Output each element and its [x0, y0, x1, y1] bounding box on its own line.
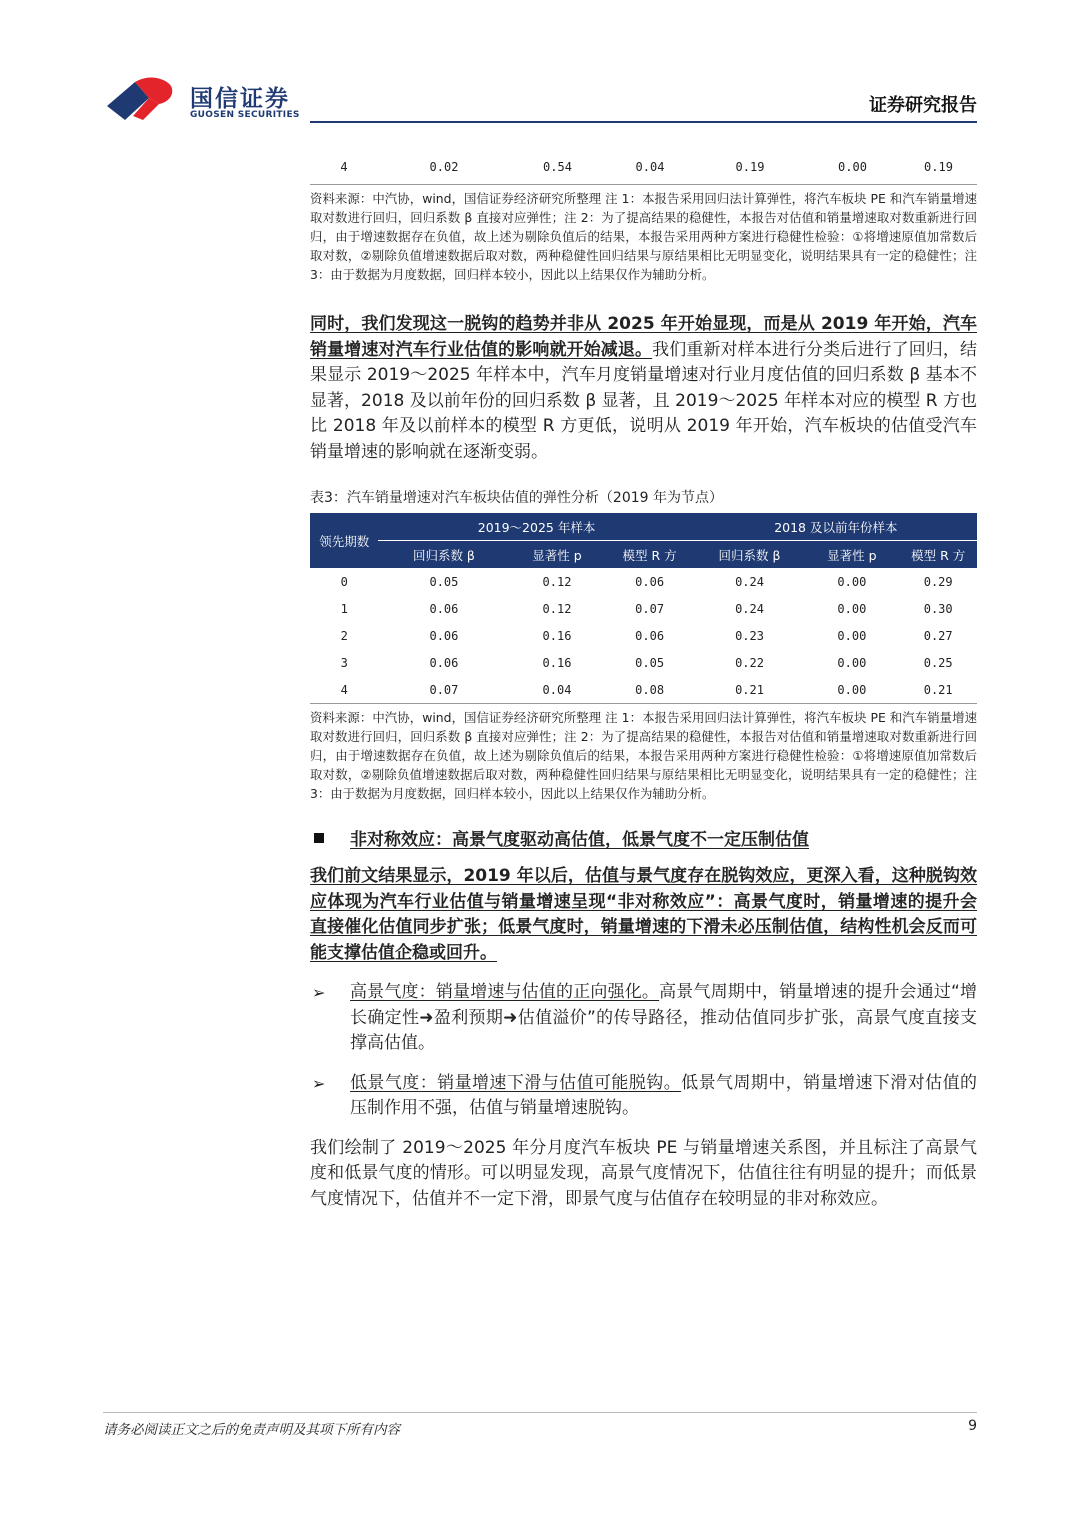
table-cell: 0.19 — [735, 160, 765, 174]
table-row — [310, 622, 977, 649]
square-bullet-icon — [314, 833, 324, 843]
table-cell: 0.05 — [635, 655, 665, 670]
table-header-row — [310, 513, 977, 541]
table-cell: 2 — [340, 628, 348, 643]
table-cell: 0.00 — [837, 574, 867, 589]
group-header-2018: 2018 及以前年份样本 — [695, 513, 977, 541]
table-cell: 0.06 — [429, 601, 459, 616]
table-cell: 0.12 — [542, 574, 572, 589]
table-cell: 0.08 — [635, 682, 665, 697]
emphasis-text: 同时，我们发现这一脱钩的趋势并非从 2025 年开始显现，而是从 2019 年开始，汽车销量增速对汽车行业估值的影响就开始减退。 — [310, 314, 977, 360]
table-cell: 0.25 — [923, 655, 953, 670]
table-row — [310, 676, 977, 703]
table-row — [310, 649, 977, 676]
page-number: 9 — [968, 1418, 977, 1434]
column-header: 显著性 p — [804, 541, 899, 569]
header-divider — [310, 121, 977, 123]
section-heading-text: 非对称效应：高景气度驱动高估值，低景气度不一定压制估值 — [350, 830, 809, 850]
table-cell: 0.30 — [923, 601, 953, 616]
table-cell: 0.16 — [542, 628, 572, 643]
table-cell: 0.54 — [543, 160, 572, 174]
page-content — [310, 150, 977, 1212]
table-cell: 0.04 — [635, 160, 665, 174]
emphasis-text: 低景气度：销量增速下滑与估值可能脱钩。 — [350, 1072, 682, 1093]
column-header: 回归系数 β — [695, 541, 805, 569]
table-cell: 3 — [340, 655, 348, 670]
body-paragraph: 我们绘制了 2019～2025 年分月度汽车板块 PE 与销量增速关系图，并且标注了高景气度和低景气度的情形。可以明显发现，高景气度情况下，估值往往有明显的提升；而低景气度情况下，估值并不一定下滑，即景气度与估值存在较明显的非对称效应。 — [310, 1137, 977, 1209]
table-cell: 0.27 — [923, 628, 953, 643]
column-header: 模型 R 方 — [899, 541, 977, 569]
lead-period-header: 领先期数 — [310, 513, 378, 568]
body-paragraph — [350, 980, 977, 1057]
source-note: 资料来源：中汽协，wind，国信证券经济研究所整理 注 1：本报告采用回归法计算弹性，将汽车板块 PE 和汽车销量增速取对数进行回归，回归系数 β 直接对应弹性；注 2：为了提高结果的稳健性，本报告对估值和销量增速取对数重新进行回归，由于增速数据存在负值，故上述为剔除负值后的结果，本报告采用两种方案进行稳健性检验：①将增速原值加常数后取对数，②剔除负值增速数据后取对数，两种稳健性回归结果与原结果相比无明显变化，说明结果具有一定的稳健性；注 3：由于数据为月度数据，回归样本较小，因此以上结果仅作为辅助分析。 — [310, 184, 977, 284]
table-row — [310, 150, 977, 184]
table-title: 表3：汽车销量增速对汽车板块估值的弹性分析（2019 年为节点） — [310, 490, 723, 506]
table-subheader-row — [310, 541, 977, 569]
elasticity-table — [310, 513, 977, 703]
table-cell: 0 — [340, 574, 348, 589]
arrow-bullet-icon: ➢ — [312, 1073, 326, 1093]
group-header-2019-2025: 2019～2025 年样本 — [378, 513, 694, 541]
body-text: 我们重新对样本进行分类后进行了回归，结果显示 2019～2025 年样本中，汽车月度销量增速对行业月度估值的回归系数 β 基本不显著，2018 及以前年份的回归系数 β 显著，且 2019～2025 年样本对应的模型 R 方也比 2018 年及以前样本的模型 R 方更低，说明从 2019 年开始，汽车板块的估值受汽车销量增速的影响就在逐渐变弱。 — [310, 339, 978, 462]
table-cell: 0.07 — [429, 682, 459, 697]
table-cell: 0.29 — [923, 574, 953, 589]
table-cell: 0.06 — [635, 574, 665, 589]
previous-table-tail — [310, 150, 977, 184]
table-cell: 0.06 — [429, 628, 459, 643]
table-cell: 0.24 — [735, 574, 764, 589]
report-type-label: 证券研究报告 — [869, 95, 977, 116]
logo-chinese-name: 国信证券 — [190, 86, 290, 112]
column-header: 模型 R 方 — [605, 541, 695, 569]
table-cell: 0.24 — [735, 601, 764, 616]
footer-disclaimer: 请务必阅读正文之后的免责声明及其项下所有内容 — [103, 1422, 400, 1438]
arrow-bullet-icon: ➢ — [312, 983, 326, 1002]
table-cell: 0.00 — [837, 601, 867, 616]
table-cell: 0.05 — [429, 574, 459, 589]
logo-english-name: GUOSEN SECURITIES — [190, 110, 300, 120]
table-row — [310, 568, 977, 595]
table-cell: 0.06 — [635, 628, 665, 643]
table-cell: 0.00 — [837, 655, 867, 670]
table-cell: 1 — [340, 601, 348, 616]
table-cell: 4 — [340, 682, 348, 697]
body-text: 高景气周期中，销量增速的提升会通过“增长确定性➜盈利预期➜估值溢价”的传导路径，推动估值同步扩张，高景气度直接支撑高估值。 — [350, 982, 977, 1053]
body-paragraph — [350, 1071, 977, 1122]
source-note: 资料来源：中汽协，wind，国信证券经济研究所整理 注 1：本报告采用回归法计算弹性，将汽车板块 PE 和汽车销量增速取对数进行回归，回归系数 β 直接对应弹性；注 2：为了提高结果的稳健性，本报告对估值和销量增速取对数重新进行回归，由于增速数据存在负值，故上述为剔除负值后的结果，本报告采用两种方案进行稳健性检验：①将增速原值加常数后取对数，②剔除负值增速数据后取对数，两种稳健性回归结果与原结果相比无明显变化，说明结果具有一定的稳健性；注 3：由于数据为月度数据，回归样本较小，因此以上结果仅作为辅助分析。 — [310, 703, 977, 803]
body-text: 低景气周期中，销量增速下滑对估值的压制作用不强，估值与销量增速脱钩。 — [350, 1072, 978, 1118]
table-cell: 0.21 — [735, 682, 764, 697]
footer-divider — [103, 1412, 977, 1413]
table-cell: 0.00 — [837, 628, 867, 643]
table-cell: 0.23 — [735, 628, 764, 643]
section-heading — [310, 825, 977, 850]
table-row — [310, 595, 977, 622]
table-cell: 0.12 — [542, 601, 572, 616]
table-cell: 0.00 — [837, 682, 867, 697]
column-header: 回归系数 β — [378, 541, 509, 569]
table-cell: 0.22 — [735, 655, 764, 670]
list-item — [310, 1071, 977, 1122]
page-header — [0, 0, 1080, 130]
table-cell: 0.04 — [542, 682, 572, 697]
list-item — [310, 980, 977, 1057]
emphasis-text: 高景气度：销量增速与估值的正向强化。 — [350, 982, 660, 1002]
table-cell: 0.16 — [542, 655, 572, 670]
table-cell: 0.21 — [923, 682, 953, 697]
guosen-logo-icon — [105, 76, 185, 122]
table-cell: 0.02 — [429, 160, 459, 174]
column-header: 显著性 p — [509, 541, 604, 569]
body-paragraph: 我们前文结果显示，2019 年以后，估值与景气度存在脱钩效应，更深入看，这种脱钩效应体现为汽车行业估值与销量增速呈现“非对称效应”：高景气度时，销量增速的提升会直接催化估值同步扩张；低景气度时，销量增速的下滑未必压制估值，结构性机会反而可能支撑估值企稳或回升。 — [310, 866, 977, 963]
table-cell: 0.00 — [838, 160, 867, 174]
body-paragraph — [310, 312, 977, 465]
table-cell: 4 — [340, 160, 348, 174]
table-cell: 0.19 — [924, 160, 953, 174]
table-cell: 0.07 — [635, 601, 665, 616]
table-cell: 0.06 — [429, 655, 459, 670]
